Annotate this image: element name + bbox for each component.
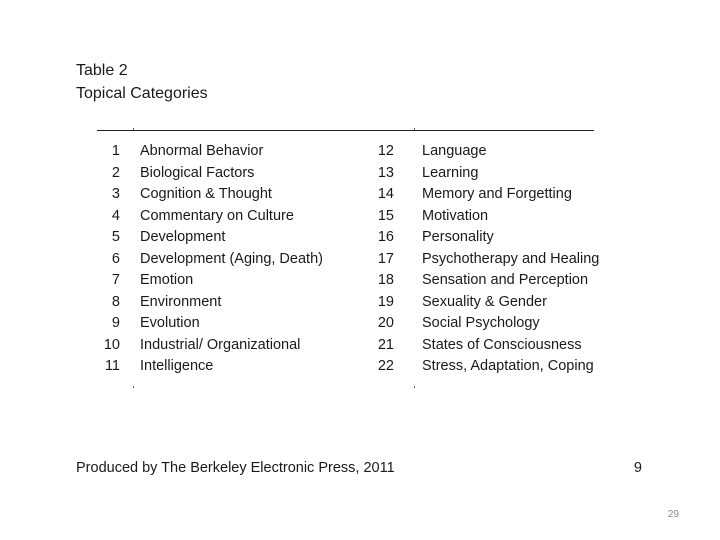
table-row	[0, 313, 720, 335]
column-tick-mark	[133, 128, 134, 130]
category-number: 19	[377, 293, 394, 310]
table-title: Topical Categories	[76, 85, 208, 102]
category-label: Development (Aging, Death)	[140, 250, 323, 267]
category-label: Cognition & Thought	[140, 186, 272, 202]
category-label: Biological Factors	[140, 164, 255, 181]
category-label: Sensation and Perception	[422, 272, 589, 288]
category-table	[0, 141, 720, 378]
category-label: Emotion	[140, 272, 194, 288]
category-number: 14	[377, 186, 394, 202]
category-number: 15	[377, 207, 394, 224]
footer-publisher: Produced by The Berkeley Electronic Press, 2011	[76, 460, 395, 476]
table-row	[0, 249, 720, 271]
table-row	[0, 292, 720, 314]
category-label: Personality	[422, 229, 494, 245]
footer-page-number: 9	[633, 460, 642, 476]
table-row	[0, 163, 720, 185]
category-label: Environment	[140, 293, 222, 310]
category-number: 21	[377, 336, 394, 353]
table-row	[0, 141, 720, 163]
table-row	[0, 184, 720, 206]
column-tick-mark	[133, 386, 134, 388]
table-row	[0, 356, 720, 378]
category-number: 18	[377, 272, 394, 288]
category-number: 2	[111, 164, 120, 181]
slide-number: 29	[667, 509, 679, 520]
category-label: Social Psychology	[422, 315, 540, 331]
category-label: Intelligence	[140, 358, 214, 374]
category-label: States of Consciousness	[422, 336, 582, 353]
table-row	[0, 270, 720, 292]
category-label: Memory and Forgetting	[422, 186, 572, 202]
category-number: 16	[377, 229, 394, 245]
category-label: Development	[140, 229, 226, 245]
category-number: 10	[103, 336, 120, 353]
column-tick-mark	[414, 128, 415, 130]
category-number: 17	[377, 250, 394, 267]
category-label: Psychotherapy and Healing	[422, 250, 600, 267]
category-label: Evolution	[140, 315, 200, 331]
table-row	[0, 227, 720, 249]
category-number: 20	[377, 315, 394, 331]
category-label: Sexuality & Gender	[422, 293, 547, 310]
category-number: 5	[111, 229, 120, 245]
column-tick-mark	[414, 386, 415, 388]
category-label: Commentary on Culture	[140, 207, 294, 224]
category-label: Motivation	[422, 207, 489, 224]
table-top-rule	[97, 130, 594, 131]
category-number: 4	[111, 207, 120, 224]
category-number: 9	[111, 315, 120, 331]
category-number: 8	[111, 293, 120, 310]
category-number: 12	[377, 143, 394, 159]
category-number: 3	[111, 186, 120, 202]
category-label: Industrial/ Organizational	[140, 336, 301, 353]
category-label: Stress, Adaptation, Coping	[422, 358, 594, 374]
table-label: Table 2	[76, 62, 128, 79]
category-number: 13	[377, 164, 394, 181]
table-row	[0, 206, 720, 228]
category-number: 22	[377, 358, 394, 374]
category-number: 1	[111, 143, 120, 159]
category-label: Abnormal Behavior	[140, 143, 264, 159]
table-row	[0, 335, 720, 357]
category-number: 7	[111, 272, 120, 288]
category-label: Learning	[422, 164, 479, 181]
category-label: Language	[422, 143, 487, 159]
category-number: 11	[104, 358, 120, 374]
category-number: 6	[111, 250, 120, 267]
